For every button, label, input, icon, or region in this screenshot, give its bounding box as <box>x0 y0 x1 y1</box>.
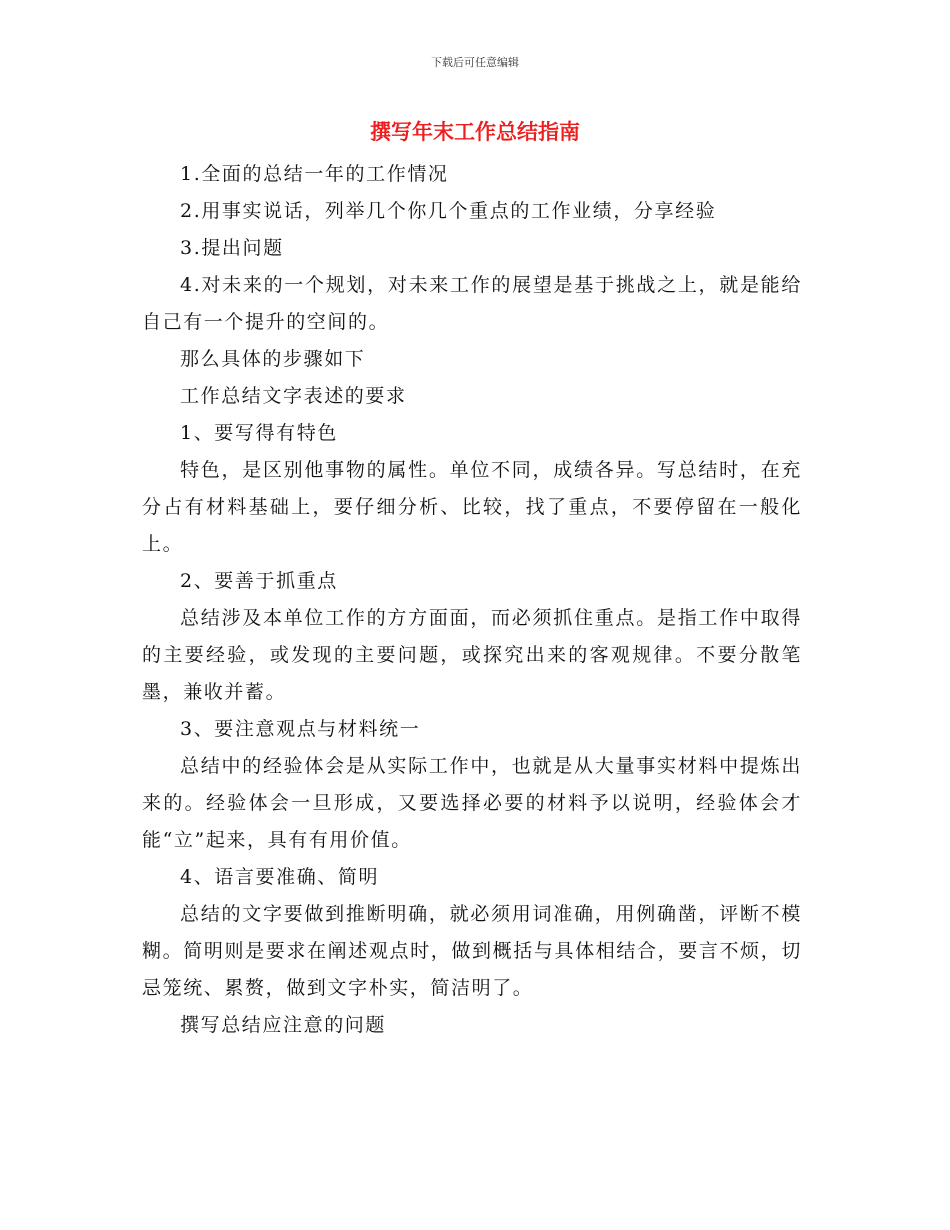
section-heading: 撰写总结应注意的问题 <box>180 1014 387 1036</box>
subsection-heading: 2、要善于抓重点 <box>180 570 338 592</box>
paragraph: 总结的文字要做到推断明确，就必须用词准确，用例确凿，评断不模糊。简明则是要求在阐述观点时，做到概括与具体相结合，要言不烦，切忌笼统、累赘，做到文字朴实，简洁明了。 <box>142 903 802 999</box>
paragraph: 3.提出问题 <box>180 237 284 259</box>
paragraph: 4.对未来的一个规划，对未来工作的展望是基于挑战之上，就是能给自己有一个提升的空间的。 <box>142 274 802 333</box>
paragraph: 那么具体的步骤如下 <box>180 348 366 370</box>
document-body <box>142 156 802 1044</box>
subsection-heading: 1、要写得有特色 <box>180 422 338 444</box>
paragraph: 特色，是区别他事物的属性。单位不同，成绩各异。写总结时，在充分占有材料基础上，要仔细分析、比较，找了重点，不要停留在一般化上。 <box>142 459 802 555</box>
paragraph: 1.全面的总结一年的工作情况 <box>180 163 449 185</box>
subsection-heading: 3、要注意观点与材料统一 <box>180 718 421 740</box>
page-header-note: 下载后可任意编辑 <box>431 56 519 69</box>
subsection-heading: 4、语言要准确、简明 <box>180 866 380 888</box>
paragraph: 总结涉及本单位工作的方方面面，而必须抓住重点。是指工作中取得的主要经验，或发现的主要问题，或探究出来的客观规律。不要分散笔墨，兼收并蓄。 <box>142 607 802 703</box>
section-heading: 工作总结文字表述的要求 <box>180 385 407 407</box>
paragraph: 2.用事实说话，列举几个你几个重点的工作业绩，分享经验 <box>180 200 717 222</box>
paragraph: 总结中的经验体会是从实际工作中，也就是从大量事实材料中提炼出来的。经验体会一旦形成，又要选择必要的材料予以说明，经验体会才能“立”起来，具有有用价值。 <box>142 755 802 851</box>
document-title: 撰写年末工作总结指南 <box>370 120 580 144</box>
